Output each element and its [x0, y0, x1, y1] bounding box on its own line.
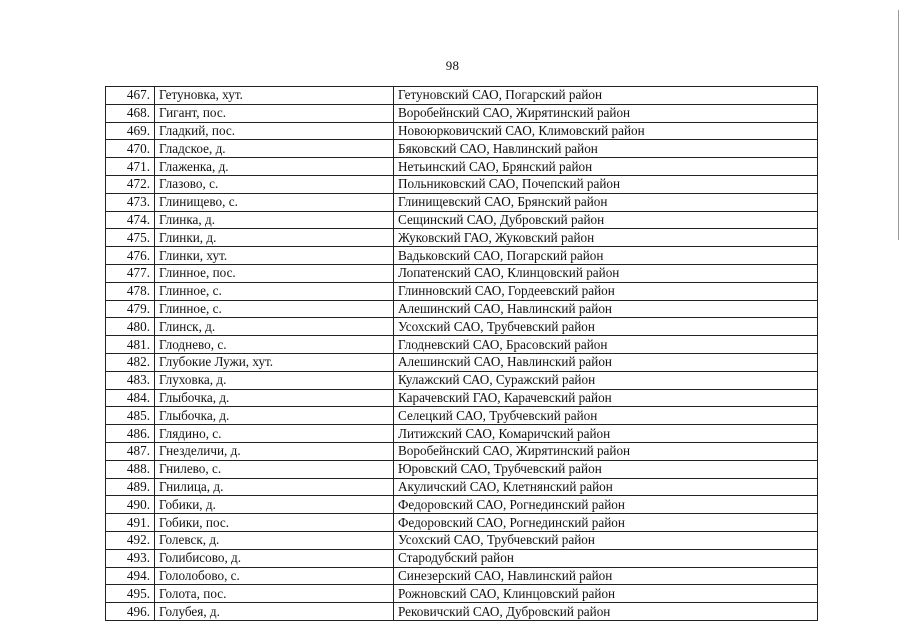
table-row	[106, 585, 818, 603]
row-number-cell: 484.	[106, 389, 155, 407]
row-number-cell: 473.	[106, 193, 155, 211]
district-cell: Лопатенский САО, Клинцовский район	[394, 264, 818, 282]
row-number-cell: 472.	[106, 175, 155, 193]
settlement-name-cell: Гобики, д.	[155, 496, 394, 514]
row-number-cell: 479.	[106, 300, 155, 318]
row-number-cell: 488.	[106, 460, 155, 478]
row-number-cell: 485.	[106, 407, 155, 425]
row-number-cell: 483.	[106, 371, 155, 389]
district-cell: Воробейнский САО, Жирятинский район	[394, 104, 818, 122]
district-cell: Кулажский САО, Суражский район	[394, 371, 818, 389]
settlement-name-cell: Гладское, д.	[155, 140, 394, 158]
table-row	[106, 247, 818, 265]
settlement-name-cell: Глинск, д.	[155, 318, 394, 336]
row-number-cell: 492.	[106, 531, 155, 549]
settlement-name-cell: Голибисово, д.	[155, 549, 394, 567]
row-number-cell: 495.	[106, 585, 155, 603]
settlement-name-cell: Гигант, пос.	[155, 104, 394, 122]
settlement-name-cell: Глинное, с.	[155, 282, 394, 300]
district-cell: Юровский САО, Трубчевский район	[394, 460, 818, 478]
settlement-name-cell: Глоднево, с.	[155, 336, 394, 354]
district-cell: Литижский САО, Комаричский район	[394, 425, 818, 443]
settlement-name-cell: Глинки, д.	[155, 229, 394, 247]
settlement-name-cell: Гетуновка, хут.	[155, 87, 394, 105]
table-row	[106, 158, 818, 176]
row-number-cell: 469.	[106, 122, 155, 140]
district-cell: Стародубский район	[394, 549, 818, 567]
settlement-name-cell: Гнезделичи, д.	[155, 442, 394, 460]
district-cell: Федоровский САО, Рогнединский район	[394, 496, 818, 514]
table-row	[106, 407, 818, 425]
district-cell: Усохский САО, Трубчевский район	[394, 531, 818, 549]
settlement-name-cell: Глинки, хут.	[155, 247, 394, 265]
settlement-name-cell: Глядино, с.	[155, 425, 394, 443]
table-row	[106, 353, 818, 371]
district-cell: Новоюрковичский САО, Климовский район	[394, 122, 818, 140]
table-row	[106, 336, 818, 354]
table-row	[106, 389, 818, 407]
table-row	[106, 318, 818, 336]
table-row	[106, 282, 818, 300]
table-row	[106, 603, 818, 621]
row-number-cell: 482.	[106, 353, 155, 371]
table-row	[106, 425, 818, 443]
table-row	[106, 460, 818, 478]
district-cell: Алешинский САО, Навлинский район	[394, 353, 818, 371]
district-cell: Синезерский САО, Навлинский район	[394, 567, 818, 585]
district-cell: Рековичский САО, Дубровский район	[394, 603, 818, 621]
table-row	[106, 140, 818, 158]
district-cell: Бяковский САО, Навлинский район	[394, 140, 818, 158]
row-number-cell: 477.	[106, 264, 155, 282]
table-row	[106, 300, 818, 318]
district-cell: Жуковский ГАО, Жуковский район	[394, 229, 818, 247]
row-number-cell: 491.	[106, 514, 155, 532]
district-cell: Вадьковский САО, Погарский район	[394, 247, 818, 265]
row-number-cell: 475.	[106, 229, 155, 247]
settlement-name-cell: Голубея, д.	[155, 603, 394, 621]
district-cell: Селецкий САО, Трубчевский район	[394, 407, 818, 425]
row-number-cell: 493.	[106, 549, 155, 567]
district-cell: Глинновский САО, Гордеевский район	[394, 282, 818, 300]
row-number-cell: 476.	[106, 247, 155, 265]
table-row	[106, 175, 818, 193]
district-cell: Федоровский САО, Рогнединский район	[394, 514, 818, 532]
row-number-cell: 474.	[106, 211, 155, 229]
settlement-name-cell: Гнилево, с.	[155, 460, 394, 478]
table-row	[106, 514, 818, 532]
table-row	[106, 442, 818, 460]
table-row	[106, 211, 818, 229]
settlement-name-cell: Голевск, д.	[155, 531, 394, 549]
settlement-name-cell: Глуховка, д.	[155, 371, 394, 389]
page-number: 98	[445, 58, 460, 73]
table-row	[106, 193, 818, 211]
table-row	[106, 496, 818, 514]
row-number-cell: 490.	[106, 496, 155, 514]
row-number-cell: 496.	[106, 603, 155, 621]
row-number-cell: 478.	[106, 282, 155, 300]
district-cell: Глодневский САО, Брасовский район	[394, 336, 818, 354]
table-row	[106, 478, 818, 496]
district-cell: Гетуновский САО, Погарский район	[394, 87, 818, 105]
district-cell: Воробейнский САО, Жирятинский район	[394, 442, 818, 460]
table-body	[106, 87, 818, 621]
table-row	[106, 229, 818, 247]
district-cell: Акуличский САО, Клетнянский район	[394, 478, 818, 496]
settlement-name-cell: Гнилица, д.	[155, 478, 394, 496]
district-cell: Сещинский САО, Дубровский район	[394, 211, 818, 229]
settlement-name-cell: Глинищево, с.	[155, 193, 394, 211]
table-row	[106, 87, 818, 105]
table-row	[106, 264, 818, 282]
row-number-cell: 480.	[106, 318, 155, 336]
row-number-cell: 486.	[106, 425, 155, 443]
settlements-table	[105, 86, 818, 621]
table-row	[106, 567, 818, 585]
row-number-cell: 471.	[106, 158, 155, 176]
settlement-name-cell: Гладкий, пос.	[155, 122, 394, 140]
district-cell: Рожновский САО, Клинцовский район	[394, 585, 818, 603]
row-number-cell: 470.	[106, 140, 155, 158]
settlement-name-cell: Глубокие Лужи, хут.	[155, 353, 394, 371]
table-row	[106, 531, 818, 549]
settlement-name-cell: Голота, пос.	[155, 585, 394, 603]
table-row	[106, 122, 818, 140]
district-cell: Глинищевский САО, Брянский район	[394, 193, 818, 211]
settlement-name-cell: Гобики, пос.	[155, 514, 394, 532]
row-number-cell: 467.	[106, 87, 155, 105]
settlement-name-cell: Глинное, пос.	[155, 264, 394, 282]
settlement-name-cell: Глыбочка, д.	[155, 389, 394, 407]
settlement-name-cell: Глаженка, д.	[155, 158, 394, 176]
settlement-name-cell: Глазово, с.	[155, 175, 394, 193]
district-cell: Польниковский САО, Почепский район	[394, 175, 818, 193]
row-number-cell: 481.	[106, 336, 155, 354]
row-number-cell: 468.	[106, 104, 155, 122]
district-cell: Усохский САО, Трубчевский район	[394, 318, 818, 336]
district-cell: Алешинский САО, Навлинский район	[394, 300, 818, 318]
scan-edge-line	[898, 10, 899, 240]
row-number-cell: 487.	[106, 442, 155, 460]
table-row	[106, 104, 818, 122]
settlement-name-cell: Глинное, с.	[155, 300, 394, 318]
table-row	[106, 371, 818, 389]
row-number-cell: 489.	[106, 478, 155, 496]
settlement-name-cell: Глинка, д.	[155, 211, 394, 229]
row-number-cell: 494.	[106, 567, 155, 585]
district-cell: Нетьинский САО, Брянский район	[394, 158, 818, 176]
district-cell: Карачевский ГАО, Карачевский район	[394, 389, 818, 407]
settlement-name-cell: Гололобово, с.	[155, 567, 394, 585]
table-row	[106, 549, 818, 567]
settlement-name-cell: Глыбочка, д.	[155, 407, 394, 425]
